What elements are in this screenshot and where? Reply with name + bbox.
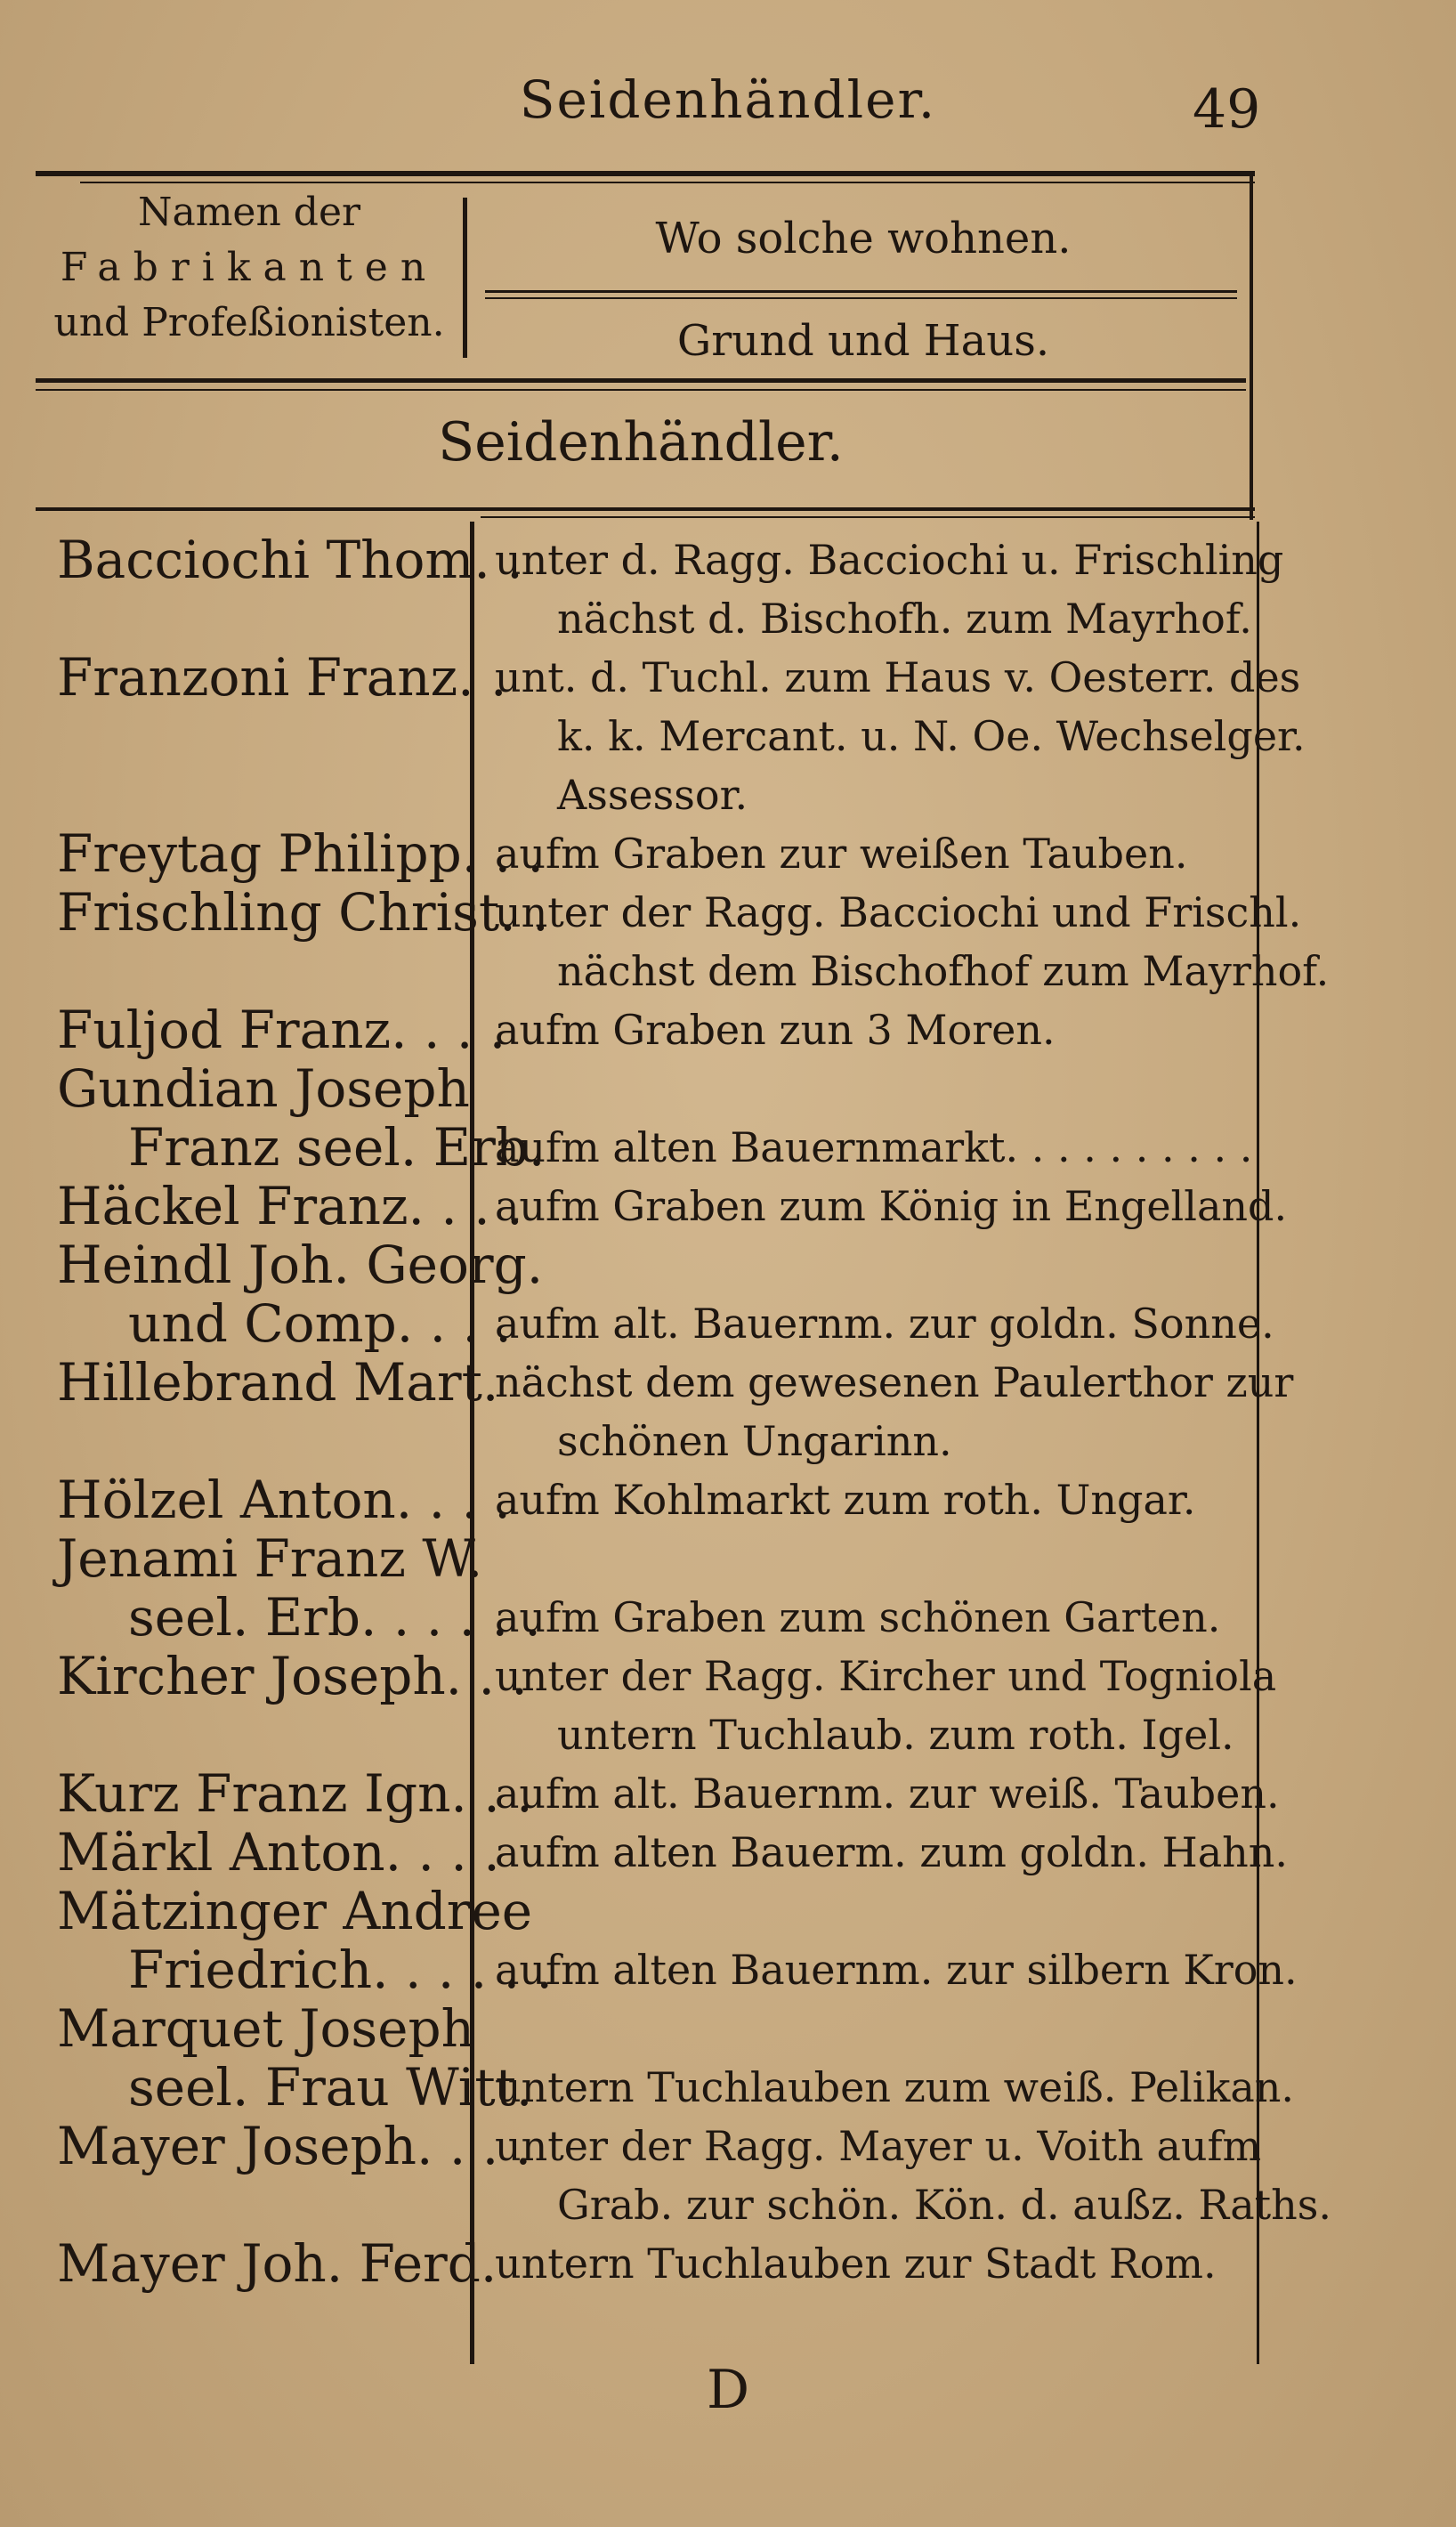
name-line [57, 707, 472, 765]
address [472, 1647, 1277, 1764]
name-line [57, 2175, 472, 2234]
address-line: untern Tuchlauben zur Stadt Rom. [495, 2239, 1217, 2288]
address-line: unter d. Ragg. Bacciochi u. Frischling [495, 536, 1284, 584]
section-rule [36, 507, 1255, 511]
table-row [36, 1470, 1264, 1529]
address-line: k. k. Mercant. u. N. Oe. Wechselger. [557, 712, 1306, 760]
table-right-border [1250, 176, 1253, 520]
name-line: Hölzel Anton. . . . [57, 1470, 511, 1530]
name-line: Friedrich. . . . . . [128, 1940, 553, 2000]
name-line: seel. Frau Witt. [128, 2057, 533, 2118]
address-line: aufm Graben zum schönen Garten. [495, 1593, 1221, 1641]
fabrikant-name [36, 1000, 506, 1060]
header-middle-rule [485, 290, 1237, 293]
address [472, 2117, 1331, 2234]
fabrikant-name [36, 1235, 544, 1354]
header-right-bottom: Grund und Haus. [676, 316, 1050, 366]
header-bottom-rule [36, 378, 1246, 383]
table-row [36, 824, 1264, 883]
address-line: aufm alt. Bauernm. zur goldn. Sonne. [495, 1300, 1274, 1348]
table-row [36, 530, 1284, 648]
top-rule-thin [80, 182, 1255, 183]
address [472, 1529, 1255, 1647]
name-line: Marquet Joseph [57, 1998, 474, 2059]
header-left-line2: Fabrikanten [60, 245, 439, 290]
header-column-divider [463, 198, 467, 358]
header-left-column [36, 185, 463, 351]
address [472, 648, 1306, 824]
header-bottom-rule-thin [36, 389, 1246, 391]
fabrikant-name [36, 1176, 523, 1236]
address-line: untern Tuchlauben zum weiß. Pelikan. [495, 2063, 1295, 2111]
fabrikant-name [36, 2116, 532, 2234]
address-line: unter der Ragg. Mayer u. Voith aufm [495, 2122, 1262, 2170]
name-line: Freytag Philipp. . . [57, 823, 544, 884]
address [472, 1882, 1298, 1999]
name-line [57, 1705, 472, 1764]
table-row [36, 2116, 1331, 2234]
address-line [495, 1235, 1255, 1294]
fabrikant-name [36, 1470, 511, 1530]
table-row [36, 1881, 1298, 2000]
address [472, 1764, 1280, 1823]
address-line: unter der Ragg. Bacciochi und Frischl. [495, 888, 1302, 936]
name-line: Jenami Franz W. [57, 1528, 483, 1589]
fabrikant-name [36, 647, 507, 824]
fabrikant-name [36, 530, 523, 648]
table-row [36, 1529, 1264, 1647]
fabrikant-name [36, 1058, 546, 1178]
name-line: Heindl Joh. Georg. [57, 1235, 544, 1295]
fabrikant-name [36, 1998, 533, 2118]
fabrikant-name [36, 1528, 541, 1648]
address [472, 1059, 1255, 1177]
address-line: nächst dem Bischofhof zum Mayrhof. [557, 947, 1330, 995]
address-line: aufm Kohlmarkt zum roth. Ungar. [495, 1476, 1196, 1524]
section-title: Seidenhändler. [438, 411, 844, 474]
table-row [36, 2234, 1264, 2293]
address-line: aufm alt. Bauernm. zur weiß. Tauben. [495, 1770, 1280, 1818]
address-line: schönen Ungarinn. [557, 1417, 952, 1465]
page-number: 49 [1193, 78, 1261, 141]
entry-list [36, 530, 1331, 2294]
name-line: Hillebrand Mart. [57, 1352, 499, 1413]
name-line: und Comp. . . . [128, 1293, 512, 1354]
address-line: aufm alten Bauernm. zur silbern Kron. [495, 1946, 1298, 1994]
address [472, 824, 1255, 883]
name-line: Kurz Franz Ign. . . [57, 1763, 533, 1824]
address-line: Grab. zur schön. Kön. d. außz. Raths. [557, 2181, 1331, 2229]
address-line [495, 1529, 1255, 1588]
address-line: aufm alten Bauernmarkt. . . . . . . . . . [495, 1123, 1253, 1171]
name-line [57, 589, 472, 648]
table-row [36, 1235, 1274, 1354]
address-line [495, 1059, 1255, 1118]
address [472, 1177, 1288, 1235]
address [472, 1353, 1294, 1470]
header-left-line3: und Profeßionisten. [53, 300, 445, 345]
name-line: Häckel Franz. . . . [57, 1176, 523, 1236]
name-line: Bacciochi Thom. . [57, 530, 523, 590]
fabrikant-name [36, 1352, 499, 1470]
address-line: nächst dem gewesenen Paulerthor zur [495, 1358, 1294, 1406]
fabrikant-name [36, 1763, 533, 1824]
name-line [57, 942, 472, 1000]
address-line: unter der Ragg. Kircher und Togniola [495, 1652, 1277, 1700]
table-row [36, 882, 1330, 1000]
name-line: Mayer Joh. Ferd. [57, 2233, 497, 2294]
fabrikant-name [36, 1881, 553, 2000]
address-line: aufm alten Bauerm. zum goldn. Hahn. [495, 1828, 1289, 1876]
signature-mark: D [706, 2359, 750, 2421]
address [472, 1235, 1274, 1353]
fabrikant-name [36, 823, 544, 884]
name-line: Frischling Christ. . [57, 882, 549, 943]
address [472, 1999, 1295, 2117]
running-head: Seidenhändler. [519, 69, 937, 130]
table-row [36, 1000, 1264, 1059]
fabrikant-name [36, 882, 549, 1000]
name-line: Gundian Joseph [57, 1058, 470, 1119]
address-line: aufm Graben zum König in Engelland. [495, 1182, 1288, 1230]
name-line: Franz seel. Erb. [128, 1117, 546, 1178]
name-line [57, 1412, 472, 1470]
header-right-top: Wo solche wohnen. [655, 214, 1072, 263]
fabrikant-name [36, 2233, 497, 2294]
name-line: Kircher Joseph. . . [57, 1646, 528, 1706]
table-row [36, 1822, 1289, 1883]
address-line: aufm Graben zun 3 Moren. [495, 1006, 1056, 1054]
address [472, 1823, 1289, 1882]
address-line: aufm Graben zur weißen Tauben. [495, 830, 1188, 878]
name-line: Märkl Anton. . . . [57, 1822, 500, 1883]
name-line: Mätzinger Andree [57, 1881, 533, 1941]
fabrikant-name [36, 1646, 528, 1764]
address-line: unt. d. Tuchl. zum Haus v. Oesterr. des [495, 653, 1301, 701]
name-line: Franzoni Franz. . [57, 647, 507, 708]
table-row [36, 1646, 1277, 1764]
address [472, 1470, 1255, 1529]
table-row [36, 1059, 1264, 1177]
address-line [495, 1882, 1255, 1940]
address [472, 1000, 1255, 1059]
address-line [495, 1999, 1255, 2058]
header-left-line1: Namen der [137, 190, 361, 235]
address [472, 2234, 1255, 2293]
address [472, 531, 1284, 648]
table-row [36, 1998, 1295, 2118]
name-line: Fuljod Franz. . . . [57, 1000, 506, 1060]
name-line [57, 765, 472, 824]
table-row [36, 1176, 1288, 1236]
name-line: seel. Erb. . . . . . [128, 1587, 541, 1648]
table-row [36, 1763, 1280, 1824]
section-rule-thin [481, 516, 1255, 518]
address-line: Assessor. [557, 771, 748, 819]
address [472, 883, 1330, 1000]
address-line: untern Tuchlaub. zum roth. Igel. [557, 1711, 1234, 1759]
address-line: nächst d. Bischofh. zum Mayrhof. [557, 595, 1252, 643]
top-rule [36, 171, 1255, 176]
table-row [36, 1352, 1294, 1470]
header-middle-rule-thin [485, 297, 1237, 299]
name-line: Mayer Joseph. . . . [57, 2116, 532, 2176]
table-row [36, 647, 1306, 824]
fabrikant-name [36, 1822, 500, 1883]
